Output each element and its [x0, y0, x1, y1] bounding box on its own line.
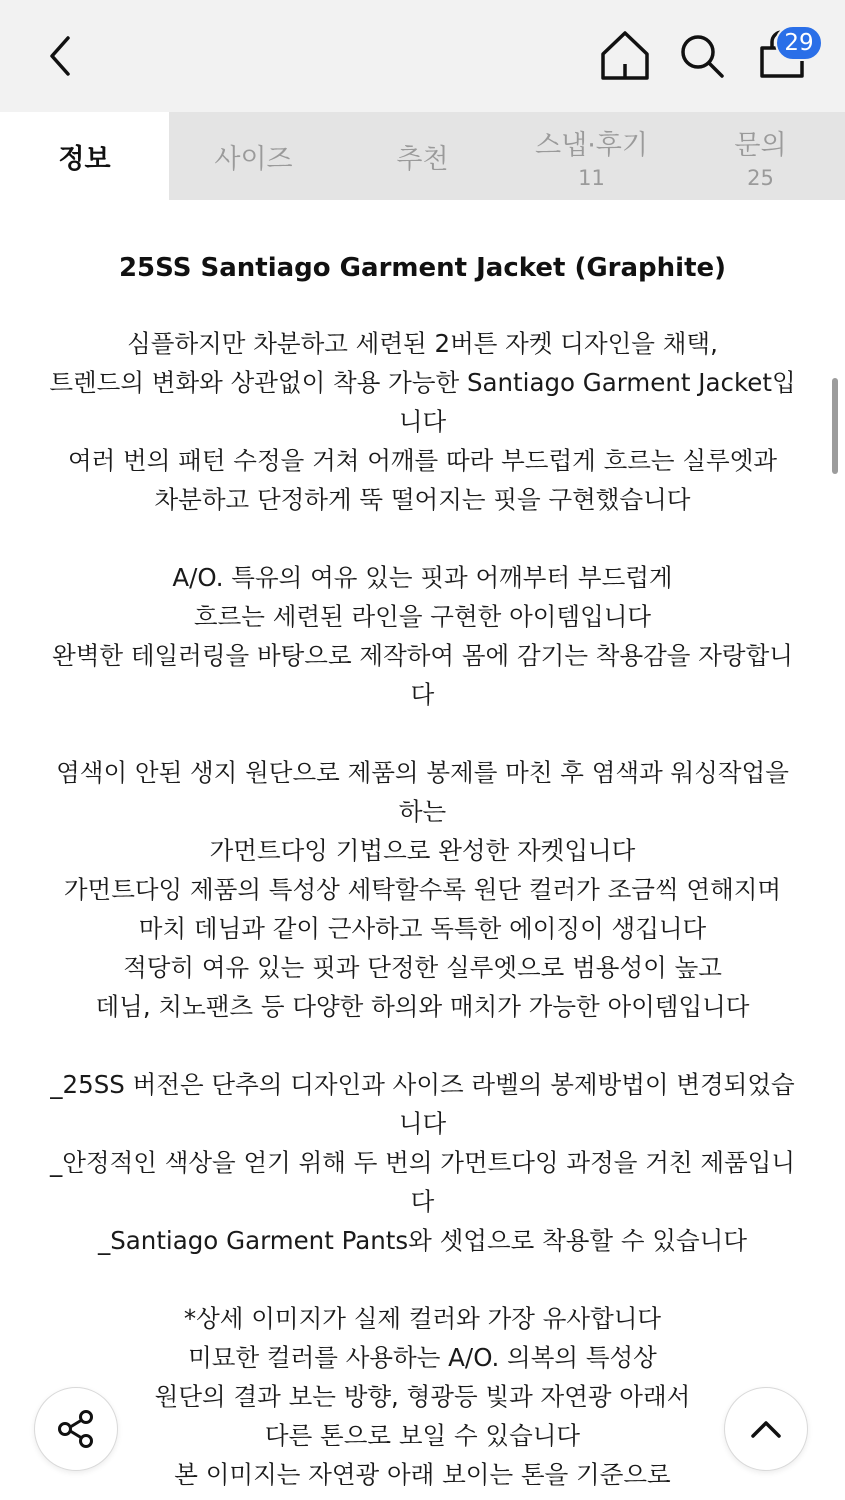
description-line: 흐르는 세련된 라인을 구현한 아이템입니다 — [193, 602, 652, 631]
scrollbar-thumb[interactable] — [832, 378, 838, 474]
product-detail-content — [0, 200, 845, 1500]
description-line: 차분하고 단정하게 뚝 떨어지는 핏을 구현했습니다 — [154, 485, 691, 514]
description-line: 염색이 안된 생지 원단으로 제품의 봉제를 마친 후 염색과 워싱작업을 — [56, 758, 789, 787]
tab-count: 25 — [747, 165, 774, 190]
tab-snap-review[interactable] — [507, 112, 676, 200]
description-line: A/O. 특유의 여유 있는 핏과 어깨부터 부드럽게 — [172, 563, 673, 592]
description-line: 여러 번의 패턴 수정을 거쳐 어깨를 따라 부드럽게 흐르는 실루엣과 — [67, 446, 778, 475]
description-line: 적당히 여유 있는 핏과 단정한 실루엣으로 범용성이 높고 — [123, 953, 722, 982]
share-icon — [55, 1408, 97, 1450]
product-description — [30, 324, 815, 1494]
description-line: 다른 톤으로 보일 수 있습니다 — [264, 1421, 581, 1450]
description-line: 마치 데님과 같이 근사하고 독특한 에이징이 생깁니다 — [138, 914, 707, 943]
description-line: 데님, 치노팬츠 등 다양한 하의와 매치가 가능한 아이템입니다 — [95, 992, 750, 1021]
tab-info[interactable] — [0, 112, 169, 200]
description-line: 완벽한 테일러링을 바탕으로 제작하여 몸에 감기는 착용감을 자랑합니 — [52, 641, 793, 670]
product-title: 25SS Santiago Garment Jacket (Graphite) — [118, 253, 727, 283]
cart-count-badge: 29 — [775, 25, 823, 61]
home-icon — [598, 28, 652, 84]
description-line: _Santiago Garment Pants와 셋업으로 착용할 수 있습니다 — [97, 1226, 747, 1255]
description-line: 미묘한 컬러를 사용하는 A/O. 의복의 특성상 — [188, 1343, 657, 1372]
tab-label: 문의 — [734, 129, 787, 161]
description-line: *상세 이미지가 실제 컬러와 가장 유사합니다 — [183, 1304, 662, 1333]
description-line: 다 — [410, 1187, 435, 1216]
tab-label: 추천 — [396, 143, 449, 175]
scroll-to-top-button[interactable] — [724, 1387, 808, 1471]
description-line — [30, 1026, 815, 1065]
description-line: 원단의 결과 보는 방향, 형광등 빛과 자연광 아래서 — [154, 1382, 691, 1411]
tab-label: 정보 — [58, 143, 111, 175]
description-line: 트렌드의 변화와 상관없이 착용 가능한 Santiago Garment Jacket입 — [49, 368, 796, 397]
description-line: 니다 — [398, 407, 447, 436]
description-line: 가먼트다잉 기법으로 완성한 자켓입니다 — [209, 836, 636, 865]
description-line: 하는 — [398, 797, 447, 826]
description-line: _25SS 버전은 단추의 디자인과 사이즈 라벨의 봉제방법이 변경되었습 — [50, 1070, 795, 1099]
description-line: 니다 — [398, 1109, 447, 1138]
description-line — [30, 714, 815, 753]
home-button[interactable] — [598, 28, 652, 84]
chevron-up-icon — [746, 1409, 786, 1449]
description-line: 가먼트다잉 제품의 특성상 세탁할수록 원단 컬러가 조금씩 연해지며 — [63, 875, 782, 904]
description-line: _안정적인 색상을 얻기 위해 두 번의 가먼트다잉 과정을 거친 제품입니 — [49, 1148, 795, 1177]
tab-label: 스냅·후기 — [535, 129, 648, 161]
tab-recommend[interactable] — [338, 112, 507, 200]
search-icon — [676, 30, 728, 82]
description-line: 심플하지만 차분하고 세련된 2버튼 자켓 디자인을 채택, — [127, 329, 718, 358]
description-line — [30, 519, 815, 558]
tab-label: 사이즈 — [214, 143, 293, 175]
description-line: 다 — [410, 680, 435, 709]
chevron-left-icon — [36, 30, 88, 82]
back-button[interactable] — [36, 30, 88, 82]
share-button[interactable] — [34, 1387, 118, 1471]
product-tabs — [0, 112, 845, 200]
description-line: 본 이미지는 자연광 아래 보이는 톤을 기준으로 — [174, 1460, 671, 1489]
search-button[interactable] — [676, 30, 728, 82]
top-navigation-bar — [0, 0, 845, 112]
description-line — [30, 1260, 815, 1299]
tab-size[interactable] — [169, 112, 338, 200]
tab-count: 11 — [578, 165, 605, 190]
tab-inquiry[interactable] — [676, 112, 845, 200]
